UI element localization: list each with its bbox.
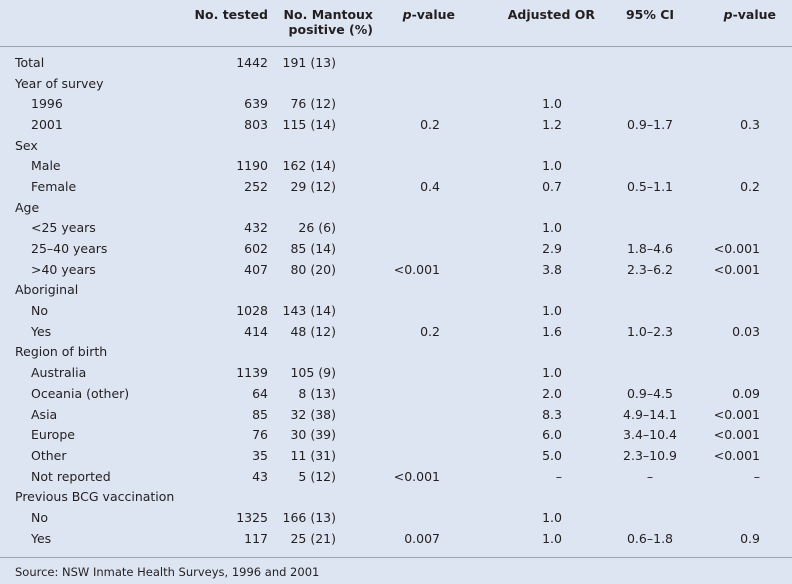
table-row [0,280,792,301]
cell-adjusted-or: 2.9 [542,241,562,257]
table-row [0,384,792,405]
cell-adjusted-or: 1.0 [542,158,562,174]
cell-mantoux-positive: 105 (9) [290,365,336,381]
cell-p-value-2 [697,301,792,322]
cell-mantoux-positive: 26 (6) [298,220,336,236]
cell-no-tested: 1139 [236,365,268,381]
row-label: Australia [31,365,87,381]
header-no-tested: No. tested [180,0,268,46]
table-row [0,115,792,136]
cell-adjusted-or: 6.0 [542,427,562,443]
cell-p-value-2 [697,487,792,508]
cell-no-tested: 35 [252,447,268,463]
table-row [0,301,792,322]
cell-95-ci: 3.4–10.4 [623,427,677,443]
row-label: No [31,303,48,319]
row-label: 1996 [31,96,63,112]
row-label: Age [15,199,40,215]
cell-p-value-2: <0.001 [713,427,760,443]
row-label: Male [31,158,61,174]
table-row [0,218,792,239]
cell-adjusted-or: 1.6 [542,323,562,339]
row-label: Other [31,447,67,463]
table-row [0,239,792,260]
cell-adjusted-or: 1.2 [542,116,562,132]
footer-divider [0,557,792,558]
header-p-value-1 [373,0,473,46]
table-row [0,446,792,467]
cell-95-ci: 0.9–1.7 [626,116,673,132]
cell-p-value-1 [373,73,473,94]
row-label: >40 years [31,261,96,277]
table-row [0,528,792,549]
cell-p-value-2 [697,197,792,218]
header-p-value-1-rest: -value [411,7,455,22]
table-row [0,73,792,94]
header-mantoux-positive [268,0,373,46]
cell-95-ci: 0.5–1.1 [626,178,673,194]
row-label: Yes [31,530,52,546]
table-row [0,197,792,218]
header-mantoux-line1: No. Mantoux [283,7,373,22]
cell-adjusted-or [473,342,603,363]
cell-adjusted-or: 2.0 [542,385,562,401]
cell-no-tested [180,135,268,156]
cell-p-value-1 [373,218,473,239]
row-label: 2001 [31,116,63,132]
cell-p-value-2 [697,156,792,177]
cell-adjusted-or [473,73,603,94]
row-label: Oceania (other) [31,385,130,401]
cell-mantoux-positive: 80 (20) [290,261,336,277]
cell-mantoux-positive: 85 (14) [290,241,336,257]
table-row [0,156,792,177]
row-label: Region of birth [15,344,108,360]
cell-p-value-2: 0.2 [740,178,760,194]
cell-no-tested: 252 [244,178,268,194]
table-row [0,342,792,363]
cell-p-value-1 [373,363,473,384]
cell-p-value-2 [697,46,792,73]
cell-no-tested [180,197,268,218]
cell-p-value-2 [697,94,792,115]
cell-adjusted-or: 5.0 [542,447,562,463]
cell-adjusted-or: 1.0 [542,303,562,319]
cell-p-value-1 [373,508,473,529]
table-row [0,404,792,425]
cell-adjusted-or: 3.8 [542,261,562,277]
cell-p-value-2: 0.03 [732,323,760,339]
cell-95-ci [603,94,697,115]
cell-p-value-2: 0.9 [740,530,760,546]
cell-adjusted-or: 0.7 [542,178,562,194]
cell-adjusted-or: 8.3 [542,406,562,422]
cell-p-value-1: 0.4 [420,178,440,194]
row-label: No [31,509,48,525]
cell-p-value-1 [373,94,473,115]
cell-p-value-1: <0.001 [393,468,440,484]
cell-mantoux-positive [268,487,373,508]
cell-no-tested: 43 [252,468,268,484]
cell-adjusted-or: 1.0 [542,365,562,381]
cell-95-ci [603,73,697,94]
cell-95-ci [603,46,697,73]
cell-mantoux-positive: 162 (14) [282,158,336,174]
cell-mantoux-positive [268,135,373,156]
cell-no-tested: 117 [244,530,268,546]
cell-p-value-2 [697,363,792,384]
cell-mantoux-positive [268,342,373,363]
cell-95-ci: 2.3–6.2 [626,261,673,277]
cell-p-value-2: <0.001 [713,241,760,257]
cell-no-tested: 76 [252,427,268,443]
cell-p-value-1: 0.2 [420,323,440,339]
cell-p-value-1 [373,384,473,405]
table-row [0,487,792,508]
cell-adjusted-or [473,46,603,73]
cell-p-value-1 [373,135,473,156]
cell-95-ci: 2.3–10.9 [623,447,677,463]
header-p-value-2-italic: p [723,7,733,22]
cell-no-tested: 602 [244,241,268,257]
cell-95-ci [603,508,697,529]
cell-mantoux-positive: 143 (14) [282,303,336,319]
cell-95-ci [603,135,697,156]
cell-p-value-1 [373,342,473,363]
cell-p-value-1 [373,446,473,467]
header-p-value-2-rest: -value [732,7,776,22]
cell-p-value-2: <0.001 [713,447,760,463]
cell-p-value-2: – [753,468,760,484]
table-row [0,466,792,487]
table-body [0,46,792,549]
cell-p-value-1: 0.007 [404,530,440,546]
cell-no-tested: 414 [244,323,268,339]
cell-mantoux-positive: 29 (12) [290,178,336,194]
cell-mantoux-positive: 115 (14) [282,116,336,132]
cell-p-value-2: 0.3 [740,116,760,132]
cell-mantoux-positive [268,73,373,94]
cell-adjusted-or [473,197,603,218]
cell-95-ci [603,363,697,384]
cell-no-tested [180,487,268,508]
cell-p-value-1 [373,487,473,508]
cell-95-ci: 1.0–2.3 [626,323,673,339]
row-label: Aboriginal [15,282,79,298]
cell-mantoux-positive: 32 (38) [290,406,336,422]
cell-no-tested: 432 [244,220,268,236]
cell-adjusted-or: 1.0 [542,220,562,236]
cell-p-value-1 [373,280,473,301]
cell-95-ci: 4.9–14.1 [623,406,677,422]
cell-p-value-2: <0.001 [713,261,760,277]
cell-p-value-1: <0.001 [393,261,440,277]
cell-no-tested [180,73,268,94]
cell-95-ci [603,342,697,363]
table-row [0,259,792,280]
cell-p-value-1 [373,404,473,425]
header-p-value-1-italic: p [402,7,412,22]
cell-95-ci: 1.8–4.6 [626,241,673,257]
cell-p-value-1: 0.2 [420,116,440,132]
cell-no-tested: 1190 [236,158,268,174]
cell-p-value-2 [697,135,792,156]
cell-no-tested: 803 [244,116,268,132]
cell-mantoux-positive: 30 (39) [290,427,336,443]
cell-mantoux-positive: 8 (13) [298,385,336,401]
table-row [0,508,792,529]
row-label: Not reported [31,468,111,484]
cell-no-tested: 1028 [236,303,268,319]
table-row [0,46,792,73]
cell-p-value-2: <0.001 [713,406,760,422]
cell-adjusted-or [473,135,603,156]
cell-95-ci: 0.9–4.5 [626,385,673,401]
cell-p-value-2 [697,73,792,94]
cell-mantoux-positive: 11 (31) [290,447,336,463]
row-label: <25 years [31,220,96,236]
cell-no-tested: 64 [252,385,268,401]
table-row [0,363,792,384]
cell-p-value-2 [697,280,792,301]
header-row [0,0,792,46]
row-label: Europe [31,427,75,443]
row-label: Yes [31,323,52,339]
cell-mantoux-positive [268,197,373,218]
cell-no-tested: 1325 [236,509,268,525]
cell-p-value-2 [697,342,792,363]
header-95-ci: 95% CI [603,0,697,46]
cell-no-tested: 407 [244,261,268,277]
header-label [0,0,180,46]
cell-adjusted-or [473,487,603,508]
source-note: Source: NSW Inmate Health Surveys, 1996 and 2001 [15,565,320,579]
cell-no-tested: 1442 [236,54,268,70]
cell-p-value-2 [697,218,792,239]
cell-p-value-2: 0.09 [732,385,760,401]
table-row [0,94,792,115]
header-adjusted-or: Adjusted OR [473,0,603,46]
table-row [0,321,792,342]
cell-mantoux-positive [268,280,373,301]
table-row [0,135,792,156]
cell-p-value-2 [697,508,792,529]
cell-p-value-1 [373,156,473,177]
cell-95-ci: – [646,468,654,484]
cell-mantoux-positive: 191 (13) [282,54,336,70]
table-row [0,425,792,446]
cell-95-ci: 0.6–1.8 [626,530,673,546]
row-label: Female [31,178,77,194]
cell-95-ci [603,487,697,508]
cell-p-value-1 [373,425,473,446]
header-p-value-2 [697,0,792,46]
cell-p-value-1 [373,301,473,322]
cell-mantoux-positive: 76 (12) [290,96,336,112]
cell-95-ci [603,301,697,322]
cell-95-ci [603,218,697,239]
cell-adjusted-or: 1.0 [542,530,562,546]
row-label: 25–40 years [31,241,108,257]
cell-95-ci [603,197,697,218]
cell-no-tested: 639 [244,96,268,112]
row-label: Sex [15,137,38,153]
cell-mantoux-positive: 25 (21) [290,530,336,546]
cell-adjusted-or: – [555,468,562,484]
cell-adjusted-or: 1.0 [542,96,562,112]
cell-p-value-1 [373,197,473,218]
cell-adjusted-or [473,280,603,301]
cell-mantoux-positive: 5 (12) [298,468,336,484]
cell-adjusted-or: 1.0 [542,509,562,525]
header-mantoux-line2: positive (%) [288,22,373,37]
cell-no-tested [180,280,268,301]
cell-p-value-1 [373,46,473,73]
cell-no-tested [180,342,268,363]
cell-95-ci [603,280,697,301]
cell-mantoux-positive: 166 (13) [282,509,336,525]
row-label: Year of survey [15,75,104,91]
row-label: Previous BCG vaccination [15,489,175,505]
row-label: Asia [31,406,58,422]
row-label: Total [15,54,45,70]
table-row [0,177,792,198]
cell-no-tested: 85 [252,406,268,422]
cell-95-ci [603,156,697,177]
cell-mantoux-positive: 48 (12) [290,323,336,339]
cell-p-value-1 [373,239,473,260]
